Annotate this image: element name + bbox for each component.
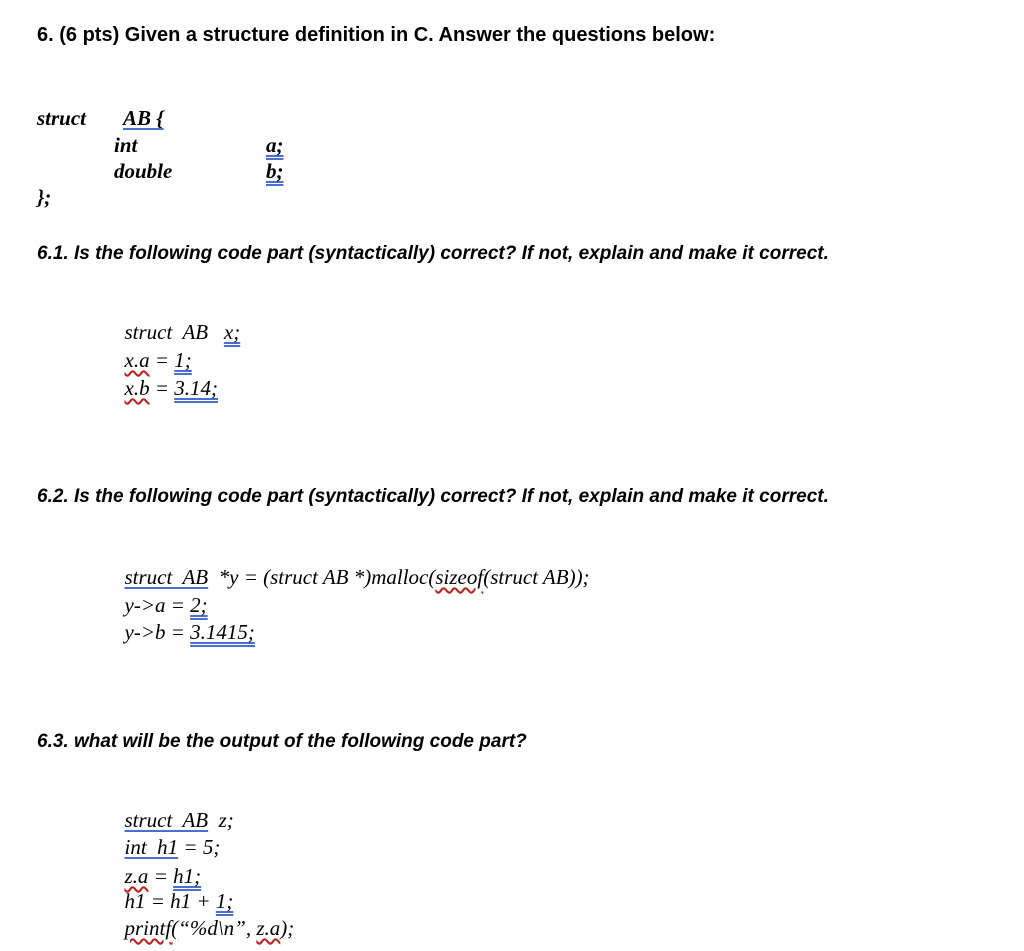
- question-6-1: 6.1. Is the following code part (syntactically) correct? If not, explain and make it correct.: [37, 243, 829, 264]
- code-token: );: [280, 916, 295, 940]
- code-token: z.a: [256, 916, 281, 940]
- code-token: struct AB: [124, 808, 209, 832]
- field-name-a: a;: [266, 133, 284, 157]
- struct-name: AB {: [123, 106, 164, 130]
- code-token: y->b =: [124, 620, 191, 644]
- code-token: struct AB: [124, 320, 209, 344]
- code-token: z.a: [124, 864, 149, 888]
- code-token: sizeof: [435, 565, 484, 589]
- code-token: 3.14;: [174, 376, 218, 400]
- code-token: “%d\n”,: [178, 916, 257, 940]
- code-token: = 5;: [178, 835, 221, 859]
- struct-close: };: [37, 185, 52, 209]
- code-token: x;: [223, 320, 241, 344]
- question-6-3: 6.3. what will be the output of the following code part?: [37, 731, 527, 752]
- code-token: 2;: [190, 593, 208, 617]
- code-6-3-line-5: [114, 891, 294, 941]
- field-type-int: int: [114, 133, 138, 157]
- code-token: 1;: [174, 348, 192, 372]
- code-token: y->a =: [124, 593, 191, 617]
- code-token: printf(: [124, 916, 179, 940]
- code-token: =: [149, 348, 175, 372]
- field-type-double: double: [114, 159, 173, 183]
- code-token: x.b: [124, 376, 150, 400]
- field-name-b: b;: [266, 159, 284, 183]
- code-token: =: [148, 864, 174, 888]
- code-token: (struct AB));: [483, 565, 590, 589]
- code-token: x.a: [124, 348, 150, 372]
- code-6-2-line-3: [114, 595, 255, 645]
- code-token: 1;: [215, 889, 234, 913]
- code-token: =: [149, 376, 175, 400]
- code-token: int h1: [124, 835, 179, 859]
- code-token: h1 = h1 +: [124, 889, 216, 913]
- code-token: *y = (struct AB *)malloc(: [208, 565, 436, 589]
- code-token: h1;: [173, 864, 202, 888]
- code-token: struct AB: [124, 565, 209, 589]
- code-token: 3.1415;: [190, 620, 255, 644]
- struct-keyword: struct: [37, 106, 87, 130]
- code-token: z;: [208, 808, 234, 832]
- question-title: 6. (6 pts) Given a structure definition in C. Answer the questions below:: [37, 24, 716, 46]
- code-6-1-line-3: [114, 351, 218, 401]
- question-6-2: 6.2. Is the following code part (syntactically) correct? If not, explain and make it correct.: [37, 486, 829, 507]
